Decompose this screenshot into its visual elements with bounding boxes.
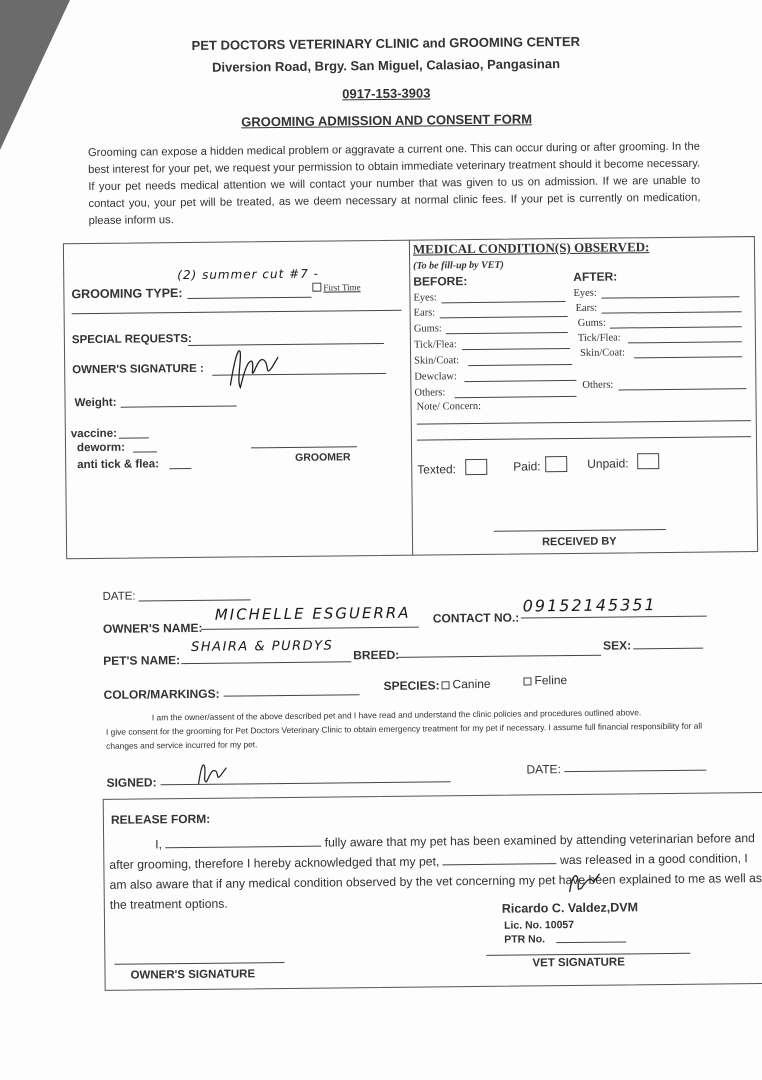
color-markings-field[interactable] xyxy=(224,694,360,696)
date-label: DATE: xyxy=(102,590,136,603)
species-canine-option[interactable] xyxy=(441,677,490,692)
release-form-title: RELEASE FORM: xyxy=(110,811,211,827)
medical-condition-title: MEDICAL CONDITION(S) OBSERVED: xyxy=(412,239,650,257)
release-owner-name-field[interactable] xyxy=(165,836,321,849)
owner-release-signature-label: OWNER'S SIGNATURE xyxy=(130,968,256,982)
before-gums-label: Gums: xyxy=(413,323,442,335)
date-field[interactable] xyxy=(139,599,251,601)
vet-license-no: Lic. No. 10057 xyxy=(503,918,575,932)
after-eyes-label: Eyes: xyxy=(573,287,597,299)
release-part-1: fully aware that my pet has been examined by attending veterinarian before and after grooming, therefore I hereby acknowledged that my pet, xyxy=(109,831,755,872)
pet-name-field[interactable] xyxy=(181,661,351,664)
species-label: SPECIES: xyxy=(383,678,440,693)
breed-label: BREED: xyxy=(353,647,400,663)
owner-signature-scribble xyxy=(226,341,287,397)
vet-signature-label: VET SIGNATURE xyxy=(532,956,625,970)
first-time-label: First Time xyxy=(323,282,361,293)
consent-date-field[interactable] xyxy=(564,770,706,772)
texted-label: Texted: xyxy=(417,462,457,477)
special-requests-label: SPECIAL REQUESTS: xyxy=(71,332,192,347)
first-time-checkbox[interactable] xyxy=(312,283,321,292)
after-tickflea-label: Tick/Flea: xyxy=(577,332,621,344)
received-by-label: RECEIVED BY xyxy=(541,535,617,549)
intro-paragraph: Grooming can expose a hidden medical problem or aggravate a current one. This can occur during or after grooming. In the best interest for your pet, we request your permission to obtain immediate veterinary treatment should it become necessary. If your pet needs medical attention we will contact your number that was given to us on admission. If we are unable to contact you, your pet will be treated, as we deem necessary at normal clinic fees. If your pet is currently on medication, please inform us. xyxy=(87,140,701,228)
note-concern-label: Note/ Concern: xyxy=(416,400,482,413)
before-others-label: Others: xyxy=(414,387,446,399)
contact-handwriting: 09152145351 xyxy=(522,595,657,616)
consent-text xyxy=(106,704,716,752)
after-ears-label: Ears: xyxy=(575,302,598,314)
before-skincoat-label: Skin/Coat: xyxy=(414,355,460,367)
vet-name: Ricardo C. Valdez,DVM xyxy=(501,900,639,916)
before-ears-label: Ears: xyxy=(413,307,436,319)
release-text xyxy=(109,828,762,915)
after-others-label: Others: xyxy=(582,379,614,391)
before-label: BEFORE: xyxy=(413,274,468,289)
canine-checkbox[interactable] xyxy=(441,681,449,689)
consent-date-label: DATE: xyxy=(526,762,561,777)
groomer-label: GROOMER xyxy=(295,451,351,464)
owner-name-handwriting: MICHELLE ESGUERRA xyxy=(214,603,411,624)
owner-name-label: OWNER'S NAME: xyxy=(102,620,203,636)
texted-checkbox[interactable] xyxy=(465,459,487,475)
consent-line-1: I am the owner/assent of the above described pet and I have read and understand the clinic policies and procedures outlined above. xyxy=(151,707,642,723)
clinic-address: Diversion Road, Brgy. San Miguel, Calasiao, Pangasinan xyxy=(211,56,561,75)
form-title: GROOMING ADMISSION AND CONSENT FORM xyxy=(241,111,533,130)
after-label: AFTER: xyxy=(573,269,618,284)
consent-line-2: I give consent for the grooming for Pet Doctors Veterinary Clinic to obtain emergency treatment for my pet if necessary. I assume full financial responsibility for all changes and service incurred for my pet. xyxy=(105,720,703,751)
paid-label: Paid: xyxy=(513,459,541,474)
release-i-label: I, xyxy=(155,837,163,852)
canine-label: Canine xyxy=(452,676,491,692)
weight-label: Weight: xyxy=(74,396,117,410)
pet-name-label: PET'S NAME: xyxy=(103,653,181,668)
sex-field[interactable] xyxy=(633,648,703,650)
color-markings-label: COLOR/MARKINGS: xyxy=(103,686,220,702)
before-eyes-label: Eyes: xyxy=(413,292,437,304)
feline-label: Feline xyxy=(534,673,568,688)
feline-checkbox[interactable] xyxy=(523,677,531,685)
clinic-phone: 0917-153-3903 xyxy=(342,85,431,102)
vet-ptr-no: PTR No. xyxy=(504,933,546,946)
medical-condition-subtitle: (To be fill-up by VET) xyxy=(413,259,504,272)
release-pet-name-field[interactable] xyxy=(443,853,557,865)
unpaid-checkbox[interactable] xyxy=(637,453,659,469)
breed-field[interactable] xyxy=(397,655,601,658)
pet-name-handwriting: SHAIRA & PURDYS xyxy=(191,638,334,655)
clinic-name: PET DOCTORS VETERINARY CLINIC and GROOMING CENTER xyxy=(191,33,581,53)
vet-signature-scribble xyxy=(565,868,605,896)
unpaid-label: Unpaid: xyxy=(587,456,629,471)
before-dewclaw-label: Dewclaw: xyxy=(414,371,457,383)
contact-label: CONTACT NO.: xyxy=(432,610,520,626)
after-skincoat-label: Skin/Coat: xyxy=(579,347,626,359)
owner-name-field[interactable] xyxy=(201,627,419,630)
anti-tick-label: anti tick & flea: xyxy=(77,458,160,472)
contact-field[interactable] xyxy=(521,616,707,619)
after-gums-label: Gums: xyxy=(577,317,606,329)
grooming-type-handwriting: (2) summer cut #7 - xyxy=(177,266,320,283)
signed-label: SIGNED: xyxy=(106,775,157,790)
consent-signature-scribble xyxy=(196,758,236,788)
release-part-2: was released in a good condition, I am also aware that if any medical condition observed by the vet concerning my pet have been explained to me as well as the treatment options. xyxy=(109,851,762,912)
deworm-label: deworm: xyxy=(76,441,126,455)
owner-signature-label: OWNER'S SIGNATURE : xyxy=(72,362,204,377)
vaccine-label: vaccine: xyxy=(70,427,117,441)
paid-checkbox[interactable] xyxy=(545,456,567,472)
sex-label: SEX: xyxy=(603,638,632,653)
grooming-type-label: GROOMING TYPE: xyxy=(71,286,183,302)
before-tickflea-label: Tick/Flea: xyxy=(413,339,457,351)
species-feline-option[interactable] xyxy=(523,673,567,687)
